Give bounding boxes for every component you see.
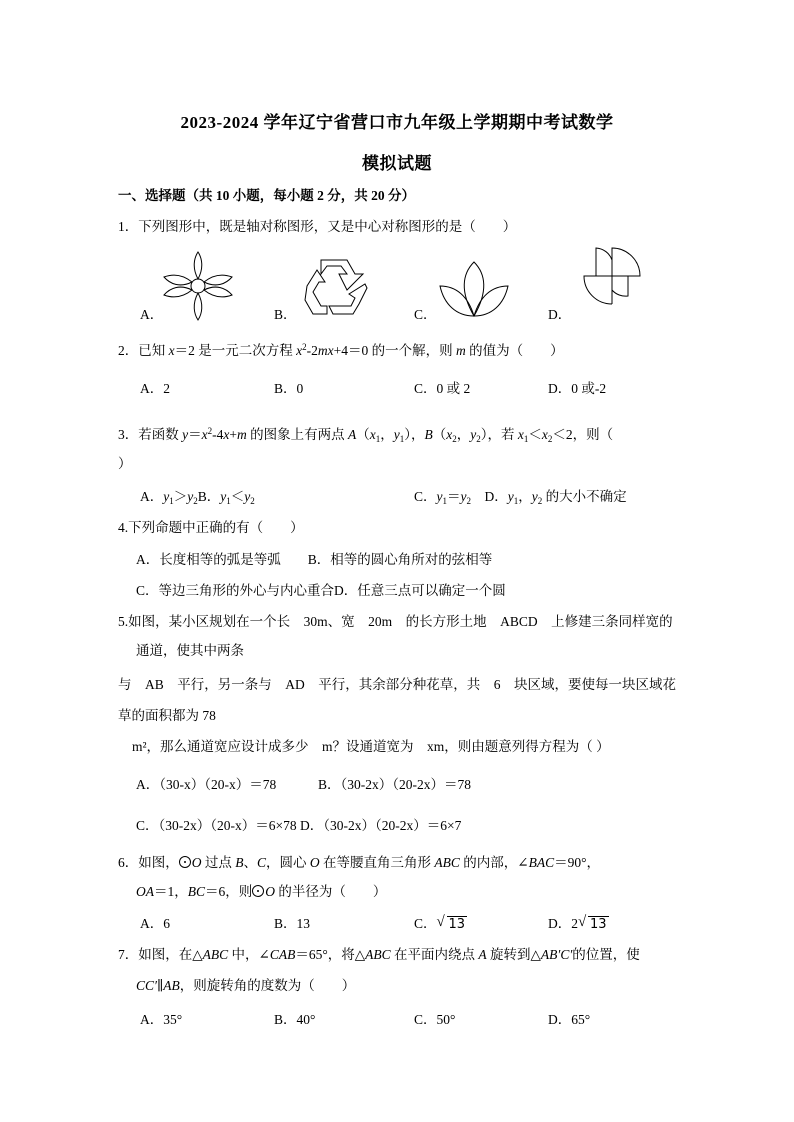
q5-line-1: 5.如图，某小区规划在一个长 30m、宽 20m 的长方形土地 ABCD 上修建三条同样宽的 bbox=[118, 614, 673, 629]
q6-option-d: D．2 √ 13 bbox=[548, 914, 607, 932]
flower-figure bbox=[158, 250, 238, 322]
q2-option-b: B．0 bbox=[274, 381, 304, 396]
q7-stem-1: 7．如图，在△ABC 中，∠CAB＝65°，将△ABC 在平面内绕点 A 旋转到△AB′C′的位置，使 bbox=[118, 947, 640, 962]
sqrt-13: √ 13 bbox=[436, 914, 466, 932]
q2-option-a: A．2 bbox=[140, 381, 170, 396]
q2-option-c: C．0 或 2 bbox=[414, 381, 471, 396]
q6-option-b: B．13 bbox=[274, 916, 311, 931]
lotus-figure bbox=[438, 256, 510, 320]
q5-line-5: m²，那么通道宽应设计成多少 m？设通道宽为 xm，则由题意列得方程为（ ） bbox=[132, 739, 610, 754]
exam-title: 2023-2024 学年辽宁省营口市九年级上学期期中考试数学 bbox=[180, 113, 614, 132]
q7-stem-2: CC′∥AB，则旋转角的度数为（ ） bbox=[136, 978, 356, 993]
exam-subtitle: 模拟试题 bbox=[362, 154, 432, 173]
section-heading: 一、选择题（共 10 小题，每小题 2 分，共 20 分） bbox=[118, 188, 415, 203]
sqrt-13-d: √ 13 bbox=[578, 914, 607, 932]
recycle-figure bbox=[303, 256, 369, 318]
q2-stem: 2．已知 x＝2 是一元二次方程 $x^2-2mx+4=0$ 的一个解，则 m 的值为（ ） bbox=[118, 342, 564, 358]
q7-option-d: D．65° bbox=[548, 1012, 591, 1027]
q1-option-a-label: A． bbox=[140, 307, 164, 322]
q3-stem-continued: ） bbox=[118, 456, 132, 471]
q3-option-ab: A．$y_1>y_2B$．$y_1<y_2$ bbox=[140, 489, 255, 506]
q7-option-b: B．40° bbox=[274, 1012, 316, 1027]
q5-option-cd: C．（30-2x）（20-x）＝6×78 D．（30-2x）（20-2x）＝6×7 bbox=[136, 818, 462, 833]
pinwheel-figure bbox=[576, 246, 648, 306]
q7-option-c: C．50° bbox=[414, 1012, 456, 1027]
q3-option-cd: C．$y_1=y_2$ D．$y_1$，$y_2$ 的大小不确定 bbox=[414, 489, 627, 506]
q5-option-a: A．（30-x）（20-x）＝78 bbox=[136, 777, 277, 792]
q5-line-4: 草的面积都为 78 bbox=[118, 708, 216, 723]
q1-option-b-label: B． bbox=[274, 307, 297, 322]
q6-stem-2: OA＝1，BC＝6，则 O 的半径为（ ） bbox=[136, 884, 387, 899]
q5-line-3: 与 AB 平行，另一条与 AD 平行，其余部分种花草，共 6 块区域，要使每一块区域花 bbox=[118, 677, 677, 692]
q1-stem: 1．下列图形中，既是轴对称图形，又是中心对称图形的是（ ） bbox=[118, 219, 517, 234]
q1-option-d-label: D． bbox=[548, 307, 572, 322]
q7-option-a: A．35° bbox=[140, 1012, 183, 1027]
q4-stem: 4.下列命题中正确的有（ ） bbox=[118, 520, 304, 535]
q3-stem: 3．若函数 $y=x^2-4x+m$ 的图象上有两点 $A(x_1$，$y_1$），$B(x_2$，$y_2$），若 $x_1<x_2<2$，则（ bbox=[118, 426, 614, 444]
q5-option-b: B．（30-2x）（20-2x）＝78 bbox=[318, 777, 471, 792]
q5-line-2: 通道，使其中两条 bbox=[136, 643, 244, 658]
q2-option-d: D．0 或-2 bbox=[548, 381, 607, 396]
q6-option-c: C． √ 13 bbox=[414, 914, 466, 932]
q4-options-ab: A．长度相等的弧是等弧 B．相等的圆心角所对的弦相等 bbox=[136, 552, 493, 567]
q6-option-a: A．6 bbox=[140, 916, 170, 931]
q4-options-cd: C．等边三角形的外心与内心重合D．任意三点可以确定一个圆 bbox=[136, 583, 506, 598]
q1-option-c-label: C． bbox=[414, 307, 437, 322]
q6-stem-1: 6．如图， O 过点 B、C，圆心 O 在等腰直角三角形 ABC 的内部，∠BAC＝90°， bbox=[118, 855, 600, 870]
